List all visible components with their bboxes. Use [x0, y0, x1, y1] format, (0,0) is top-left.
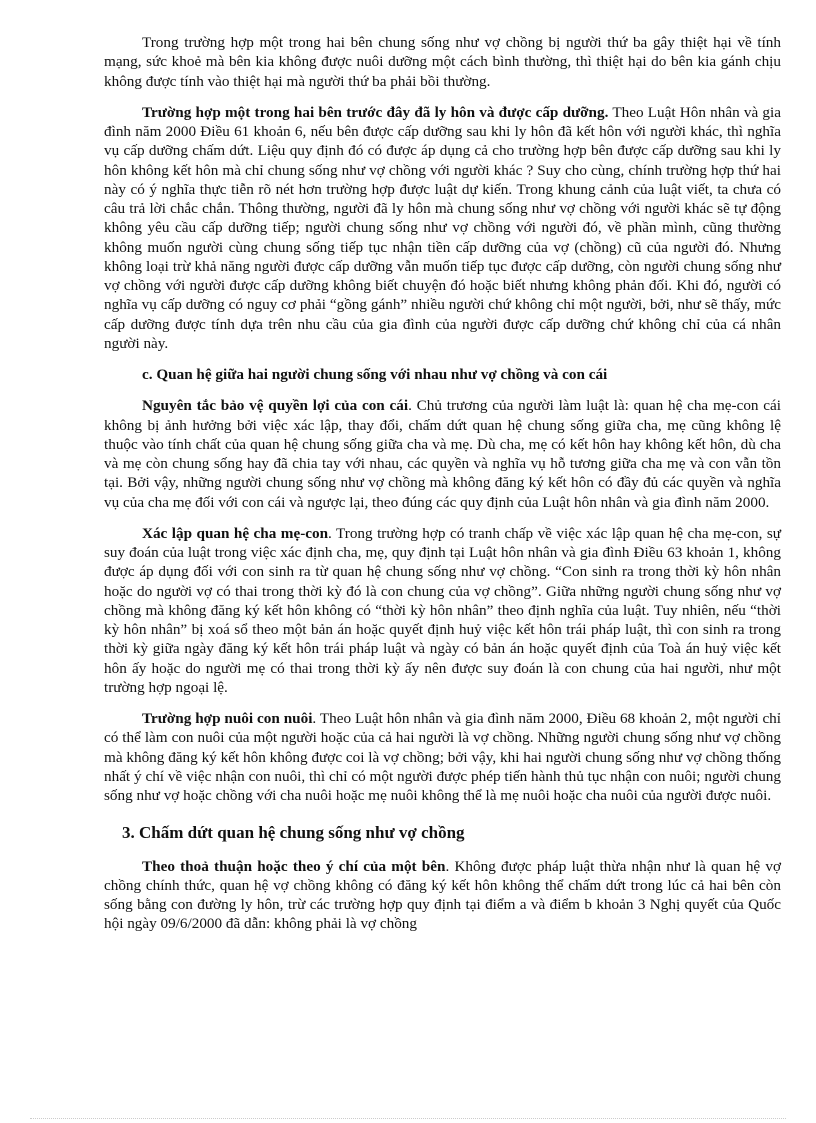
paragraph-body: . Theo Luật hôn nhân và gia đình năm 2000, Điều 68 khoản 2, một người chỉ có thể làm con nuôi của một người hoặc của cả hai người là vợ chồng. Những người chung sống như vợ chồng mà không đăng ký kết hôn không được coi là vợ chồng; bởi vậy, khi hai người chung sống như vợ chồng thống nhất ý chí về việc nhận con nuôi, thì chỉ có một người được phép tiến hành thủ tục nhận con nuôi; người chung sống như vợ hoặc chồng với cha nuôi hoặc mẹ nuôi không thể là mẹ nuôi hoặc cha nuôi của người được nuôi.	[104, 710, 781, 804]
paragraph-parentage	[104, 524, 781, 697]
subsection-heading: c. Quan hệ giữa hai người chung sống với nhau như vợ chồng và con cái	[142, 366, 608, 383]
paragraph-third-party-damage	[104, 33, 781, 91]
paragraph-body: . Chủ trương của người làm luật là: quan hệ cha mẹ-con cái không bị ảnh hưởng bởi việc xác lập, thay đổi, chấm dứt quan hệ chung sống giữa cha, mẹ cũng không lệ thuộc vào tính chất của quan hệ chung sống giữa cha và mẹ. Dù cha, mẹ có kết hôn hay không kết hôn, dù cha và mẹ còn chung sống hay đã chia tay với nhau, các quyền và nghĩa vụ hỗ tương giữa cha mẹ và con vẫn tồn tại. Bởi vậy, những người chung sống như vợ chồng mà không đăng ký kết hôn có đầy đủ các quyền và nghĩa vụ của cha mẹ đối với con cái và ngược lại, theo đúng các quy định của Luật hôn nhân và gia đình năm 2000.	[104, 397, 781, 511]
section-heading: 3. Chấm dứt quan hệ chung sống như vợ chồng	[122, 823, 465, 843]
paragraph-body: . Trong trường hợp có tranh chấp về việc xác lập quan hệ cha mẹ-con, sự suy đoán của luật trong việc xác định cha, mẹ, quy định tại Luật hôn nhân và gia đình Điều 63 khoản 1, không được áp dụng đối với con sinh ra từ quan hệ chung sống như vợ chồng. “Con sinh ra trong thời kỳ hôn nhân hoặc do người vợ có thai trong thời kỳ đó là con chung của vợ chồng”. Giữa những người chung sống như vợ chồng mà không đăng ký kết hôn không có “thời kỳ hôn nhân” theo định nghĩa của luật. Tuy nhiên, nếu “thời kỳ hôn nhân” bị xoá sổ theo một bản án hoặc quyết định huỷ việc kết hôn trái pháp luật, thì con sinh ra trong thời kỳ giữa ngày đăng ký kết hôn trái pháp luật và ngày có bản án hoặc quyết định của Toà án huỷ việc kết hôn ấy hoặc do người mẹ có thai trong thời kỳ ấy nên được suy đoán là con chung của hai người, như một trường hợp ngoại lệ.	[104, 524, 781, 696]
paragraph-termination	[104, 857, 781, 934]
page-bottom-divider	[30, 1118, 786, 1119]
paragraph-lead: Xác lập quan hệ cha mẹ-con	[142, 524, 329, 542]
paragraph-lead: Nguyên tắc bảo vệ quyền lợi của con cái	[142, 397, 409, 415]
paragraph-lead: Theo thoả thuận hoặc theo ý chí của một bên	[142, 857, 446, 875]
paragraph-body: . Không được pháp luật thừa nhận như là quan hệ vợ chồng chính thức, quan hệ vợ chồng không có đăng ký kết hôn không thể chấm dứt trong lúc cả hai bên còn sống bằng con đường ly hôn, trừ các trường hợp quy định tại điểm a và điểm b khoản 3 Nghị quyết của Quốc hội ngày 09/6/2000 đã dẫn: không phải là vợ chồng	[104, 857, 782, 933]
paragraph-divorce-alimony	[104, 103, 781, 353]
paragraph-adoption	[104, 709, 781, 805]
paragraph-lead: Trường hợp một trong hai bên trước đây đã ly hôn và được cấp dưỡng.	[142, 103, 609, 121]
paragraph-child-protection	[104, 396, 781, 512]
paragraph-body: Theo Luật Hôn nhân và gia đình năm 2000 Điều 61 khoản 6, nếu bên được cấp dưỡng sau khi ly hôn đã kết hôn với người khác, thì nghĩa vụ cấp dưỡng chấm dứt. Liệu quy định đó có được áp dụng cả cho trường hợp bên được cấp dưỡng sau khi ly hôn không kết hôn mà chỉ chung sống như vợ chồng với người khác ? Suy cho cùng, chính trường hợp thứ hai này có ý nghĩa thực tiễn rõ nét hơn trường hợp được luật dự kiến. Trong khung cảnh của luật viết, ta chưa có câu trả lời chắc chắn. Thông thường, người đã ly hôn mà chung sống như vợ chồng với người khác sẽ tự động không yêu cầu cấp dưỡng tiếp; người chung sống như vợ chồng với người đó, về phần mình, cũng thường không muốn người cùng chung sống tiếp tục nhận tiền cấp dưỡng của vợ (chồng) cũ của người đó. Nhưng không loại trừ khả năng người được cấp dưỡng vẫn muốn tiếp tục được cấp dưỡng, còn người chung sống như vợ chồng với người được cấp dưỡng không biết chuyện đó hoặc biết nhưng không phản đối. Khi đó, người có nghĩa vụ cấp dưỡng có nguy cơ phải “gồng gánh” nhiều người chứ không chỉ một người, bởi, như sẽ thấy, mức cấp dưỡng được tính dựa trên nhu cầu của gia đình của người được cấp dưỡng chứ không chỉ của cá nhân người này.	[104, 103, 781, 352]
document-page	[104, 33, 781, 946]
paragraph-lead: Trường hợp nuôi con nuôi	[142, 710, 313, 727]
paragraph-body: Trong trường hợp một trong hai bên chung sống như vợ chồng bị người thứ ba gây thiệt hại về tính mạng, sức khoẻ mà bên kia không được nuôi dưỡng một cách bình thường, thì thiệt hại do bên kia gánh chịu không được tính vào thiệt hại mà người thứ ba phải bồi thường.	[104, 34, 781, 90]
